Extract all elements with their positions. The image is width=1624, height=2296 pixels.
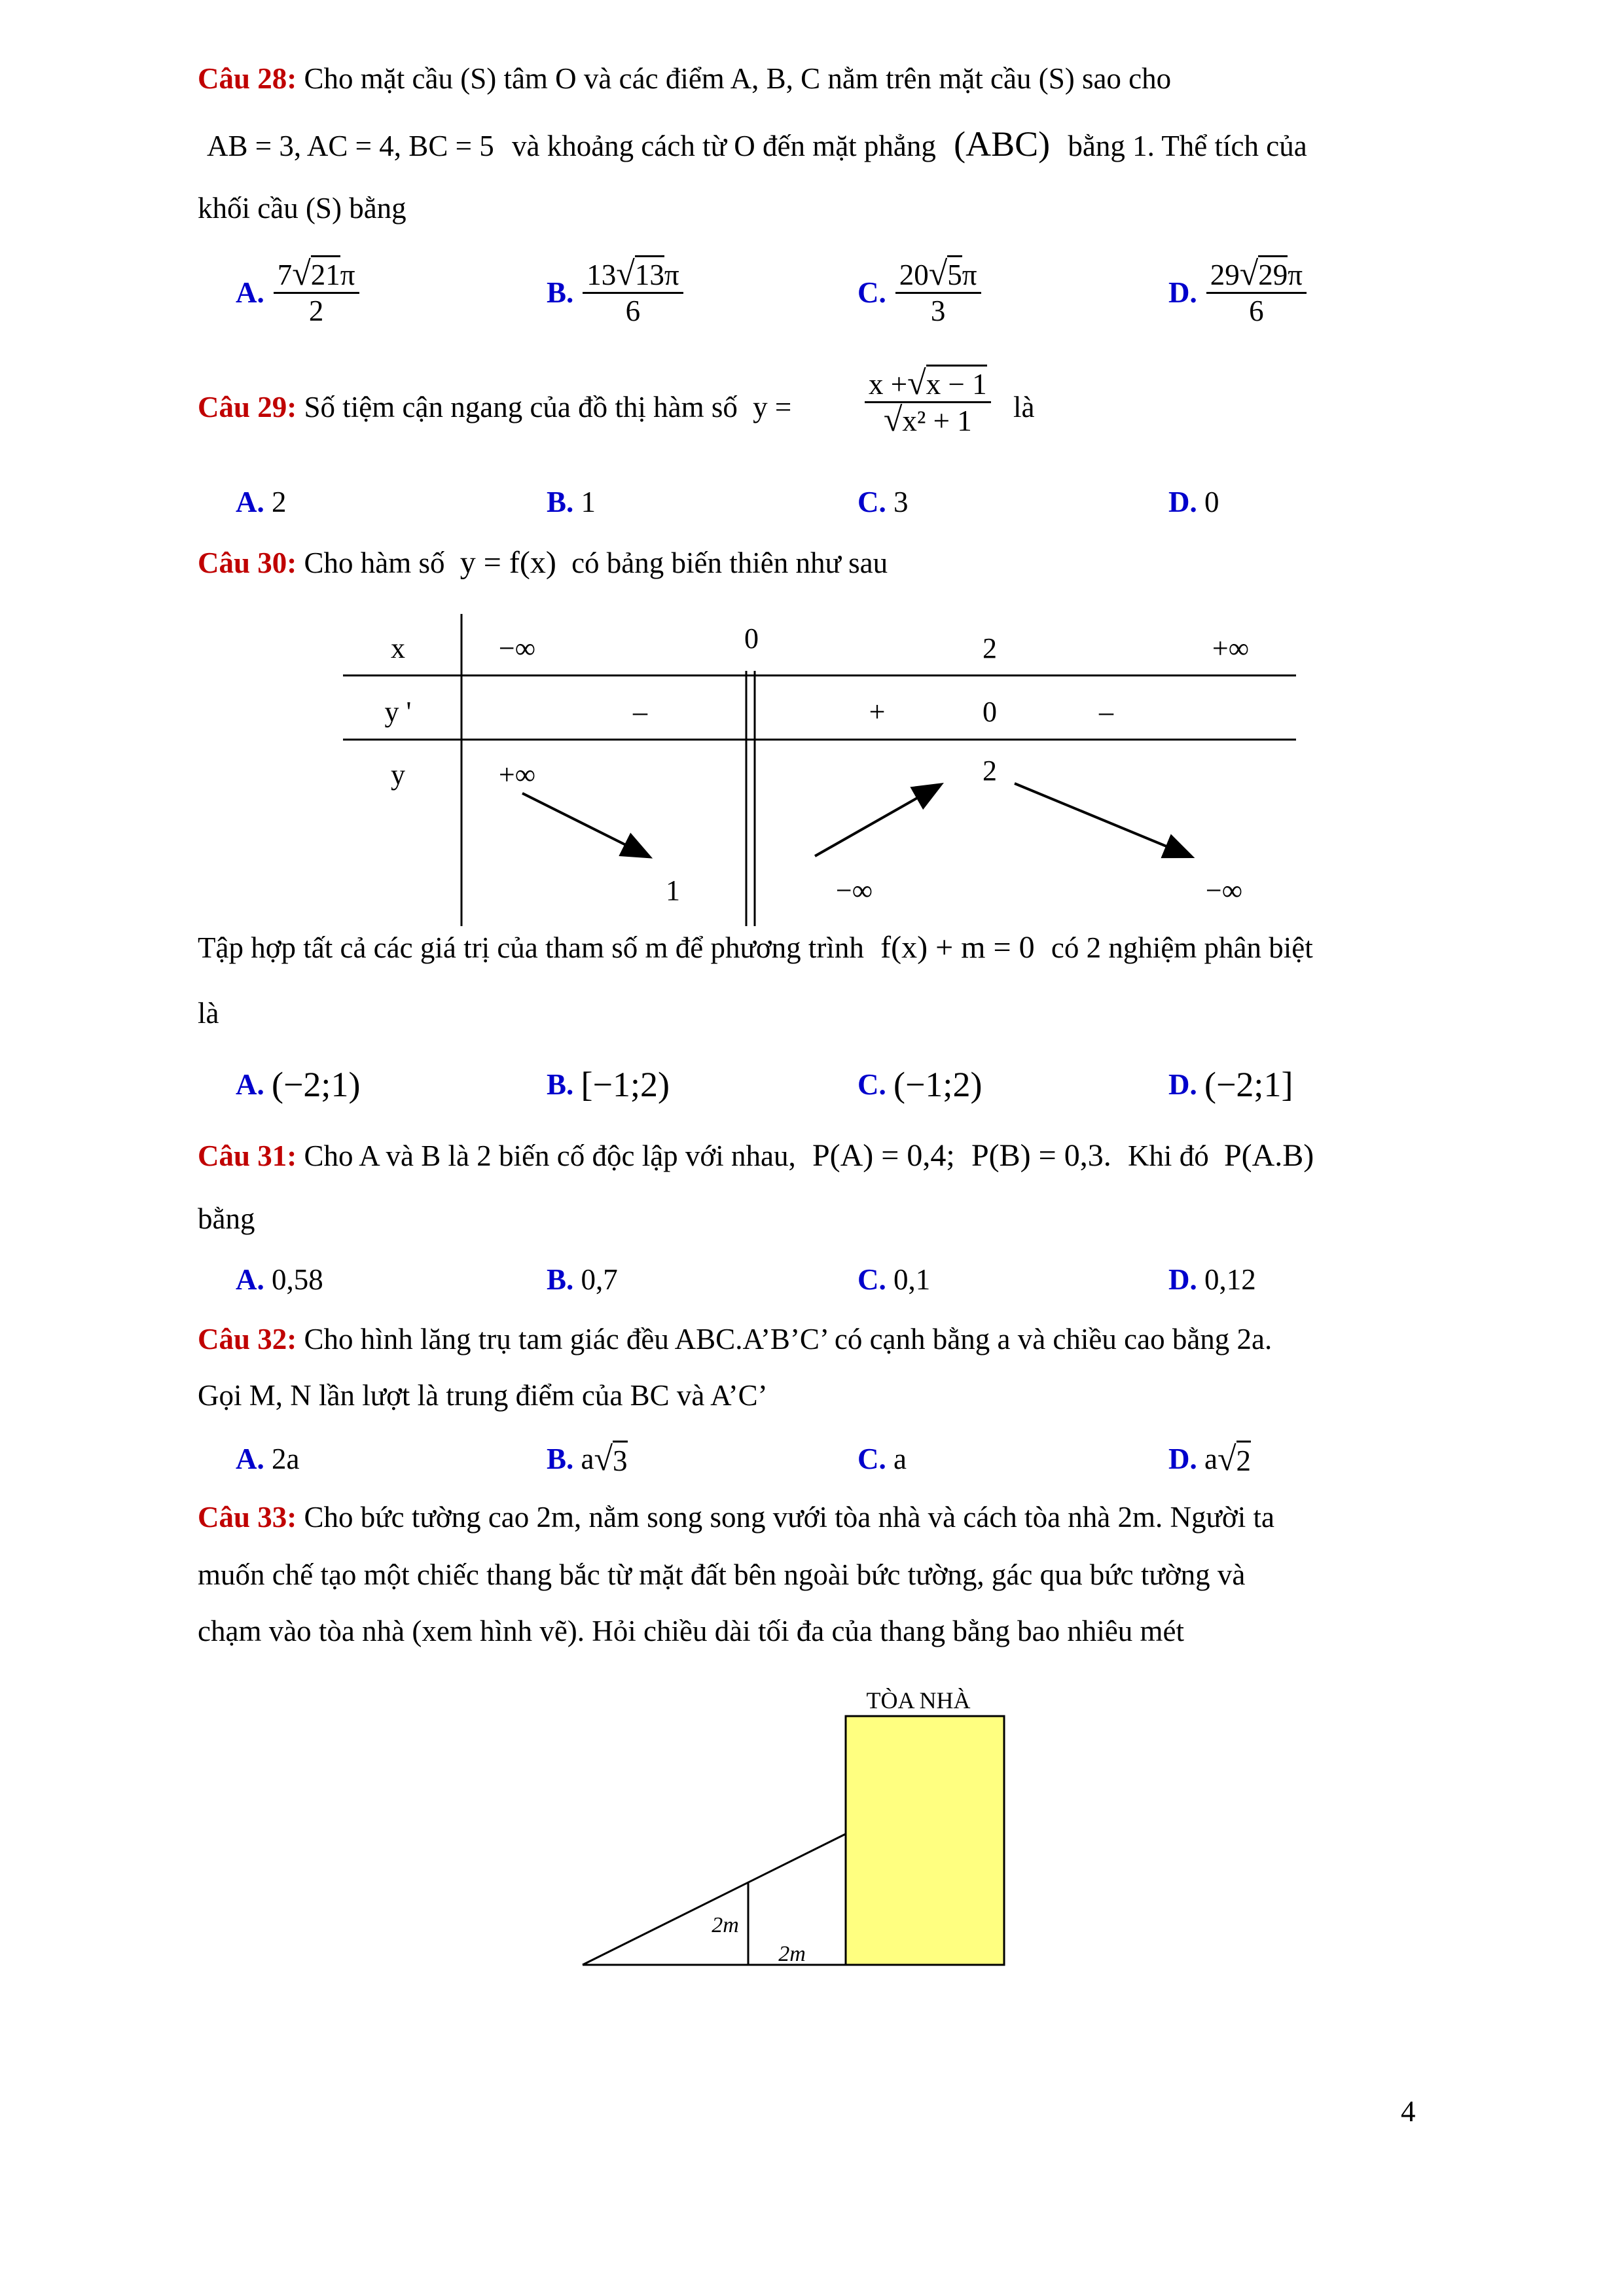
y-value-minus-inf-2: −∞ bbox=[1205, 874, 1243, 906]
wall-height-label: 2m bbox=[712, 1913, 739, 1937]
building-rect bbox=[846, 1716, 1004, 1965]
distance-label: 2m bbox=[778, 1942, 806, 1966]
q33-line3: chạm vào tòa nhà (xem hình vẽ). Hỏi chiều dài tối đa của thang bằng bao nhiêu mét bbox=[198, 1615, 1185, 1647]
yprime-sign-1: – bbox=[633, 696, 647, 728]
q28-option-b[interactable]: B. $\frac{13√13\pi}{6}$ bbox=[547, 257, 683, 329]
q28-option-c[interactable]: C. $\frac{20√5\pi}{3}$ bbox=[857, 257, 981, 329]
q32-option-a[interactable]: A. 2a bbox=[236, 1443, 300, 1475]
ladder-line bbox=[583, 1834, 846, 1965]
variation-table bbox=[327, 609, 1309, 929]
q33-line1: Câu 33: Cho bức tường cao 2m, nằm song song vưới tòa nhà và cách tòa nhà 2m. Người ta bbox=[198, 1501, 1274, 1534]
building-label: TÒA NHÀ bbox=[866, 1687, 971, 1713]
q30-line2: Tập hợp tất cả các giá trị của tham số m để phương trình f(x) + m = 0 có 2 nghiệm phân biệt bbox=[198, 930, 1313, 965]
q29-option-d[interactable]: D. 0 bbox=[1168, 486, 1219, 518]
yprime-sign-3: – bbox=[1099, 696, 1113, 728]
q30-line1: Câu 30: Cho hàm số y = f(x) có bảng biến thiên như sau bbox=[198, 545, 888, 580]
q31-option-a[interactable]: A. 0,58 bbox=[236, 1263, 323, 1296]
y-value-2: 2 bbox=[983, 755, 997, 787]
q28-label: Câu 28: bbox=[198, 62, 297, 95]
q32-label: Câu 32: bbox=[198, 1323, 297, 1355]
y-value-plus-inf: +∞ bbox=[498, 759, 536, 791]
x-value-plus-inf: +∞ bbox=[1212, 632, 1250, 664]
q30-line3: là bbox=[198, 997, 219, 1030]
y-value-1: 1 bbox=[666, 874, 680, 906]
q33-line2: muốn chế tạo một chiếc thang bắc từ mặt đất bên ngoài bức tường, gác qua bức tường và bbox=[198, 1558, 1246, 1591]
q28-line1: Câu 28: Cho mặt cầu (S) tâm O và các điểm A, B, C nằm trên mặt cầu (S) sao cho bbox=[198, 62, 1172, 95]
page-number: 4 bbox=[1401, 2095, 1416, 2128]
q29-option-c[interactable]: C. 3 bbox=[857, 486, 909, 518]
ladder-figure bbox=[576, 1676, 1074, 1977]
q31-options bbox=[236, 1244, 1453, 1316]
yprime-zero: 0 bbox=[983, 696, 997, 728]
row-label-yprime: y ' bbox=[384, 696, 412, 728]
arrow-decrease-2 bbox=[1015, 783, 1190, 856]
q28-line3: khối cầu (S) bằng bbox=[198, 192, 406, 224]
q32-option-b[interactable]: B. a √ 3 bbox=[547, 1440, 628, 1478]
q32-options bbox=[236, 1423, 1453, 1495]
yprime-sign-2: + bbox=[869, 696, 886, 728]
q28-options bbox=[236, 257, 1453, 329]
q31-option-b[interactable]: B. 0,7 bbox=[547, 1263, 618, 1296]
y-value-minus-inf-1: −∞ bbox=[835, 874, 873, 906]
q29-function: $\frac{x +√x - 1}{\text{√x² + 1}}$ bbox=[865, 367, 991, 438]
x-value-2: 2 bbox=[983, 632, 997, 664]
q30-option-b[interactable]: B. [−1;2) bbox=[547, 1065, 670, 1104]
q32-line1: Câu 32: Cho hình lăng trụ tam giác đều ABC.A’B’C’ có cạnh bằng a và chiều cao bằng 2a. bbox=[198, 1323, 1272, 1355]
q31-option-d[interactable]: D. 0,12 bbox=[1168, 1263, 1256, 1296]
arrow-decrease-1 bbox=[522, 793, 648, 856]
q28-option-a[interactable]: A. $\frac{7√21\pi}{2}$ bbox=[236, 257, 359, 329]
q31-line2: bằng bbox=[198, 1202, 255, 1235]
q31-line1: Câu 31: Cho A và B là 2 biến cố độc lập với nhau, P(A) = 0,4; P(B) = 0,3. Khi đó P(A.B) bbox=[198, 1138, 1314, 1173]
q29-option-b[interactable]: B. 1 bbox=[547, 486, 596, 518]
q31-label: Câu 31: bbox=[198, 1139, 297, 1172]
q29-options bbox=[236, 466, 1453, 538]
q32-option-c[interactable]: C. a bbox=[857, 1443, 907, 1475]
row-label-x: x bbox=[391, 632, 405, 664]
x-value-0: 0 bbox=[744, 622, 759, 655]
q30-options bbox=[236, 1049, 1453, 1121]
arrow-increase bbox=[815, 785, 939, 856]
q32-option-d[interactable]: D. a √ 2 bbox=[1168, 1440, 1252, 1478]
q30-option-c[interactable]: C. (−1;2) bbox=[857, 1065, 983, 1104]
q33-label: Câu 33: bbox=[198, 1501, 297, 1534]
q30-label: Câu 30: bbox=[198, 547, 297, 579]
x-value-minus-inf: −∞ bbox=[498, 632, 536, 664]
row-label-y: y bbox=[391, 759, 405, 791]
q30-option-d[interactable]: D. (−2;1] bbox=[1168, 1065, 1293, 1104]
q28-line2: AB = 3, AC = 4, BC = 5 và khoảng cách từ O đến mặt phẳng (ABC) bằng 1. Thể tích của bbox=[207, 124, 1307, 164]
q29-label: Câu 29: bbox=[198, 391, 297, 423]
q31-option-c[interactable]: C. 0,1 bbox=[857, 1263, 931, 1296]
q29-line1: Câu 29: Số tiệm cận ngang của đồ thị hàm số y = $\frac{x +√x - 1}{\text{√x² + 1}}$ là bbox=[198, 365, 1035, 439]
q29-option-a[interactable]: A. 2 bbox=[236, 486, 287, 518]
q28-option-d[interactable]: D. $\frac{29√29\pi}{6}$ bbox=[1168, 257, 1307, 329]
q32-line2: Gọi M, N lần lượt là trung điểm của BC và A’C’ bbox=[198, 1379, 768, 1412]
q30-option-a[interactable]: A. (−2;1) bbox=[236, 1065, 361, 1104]
